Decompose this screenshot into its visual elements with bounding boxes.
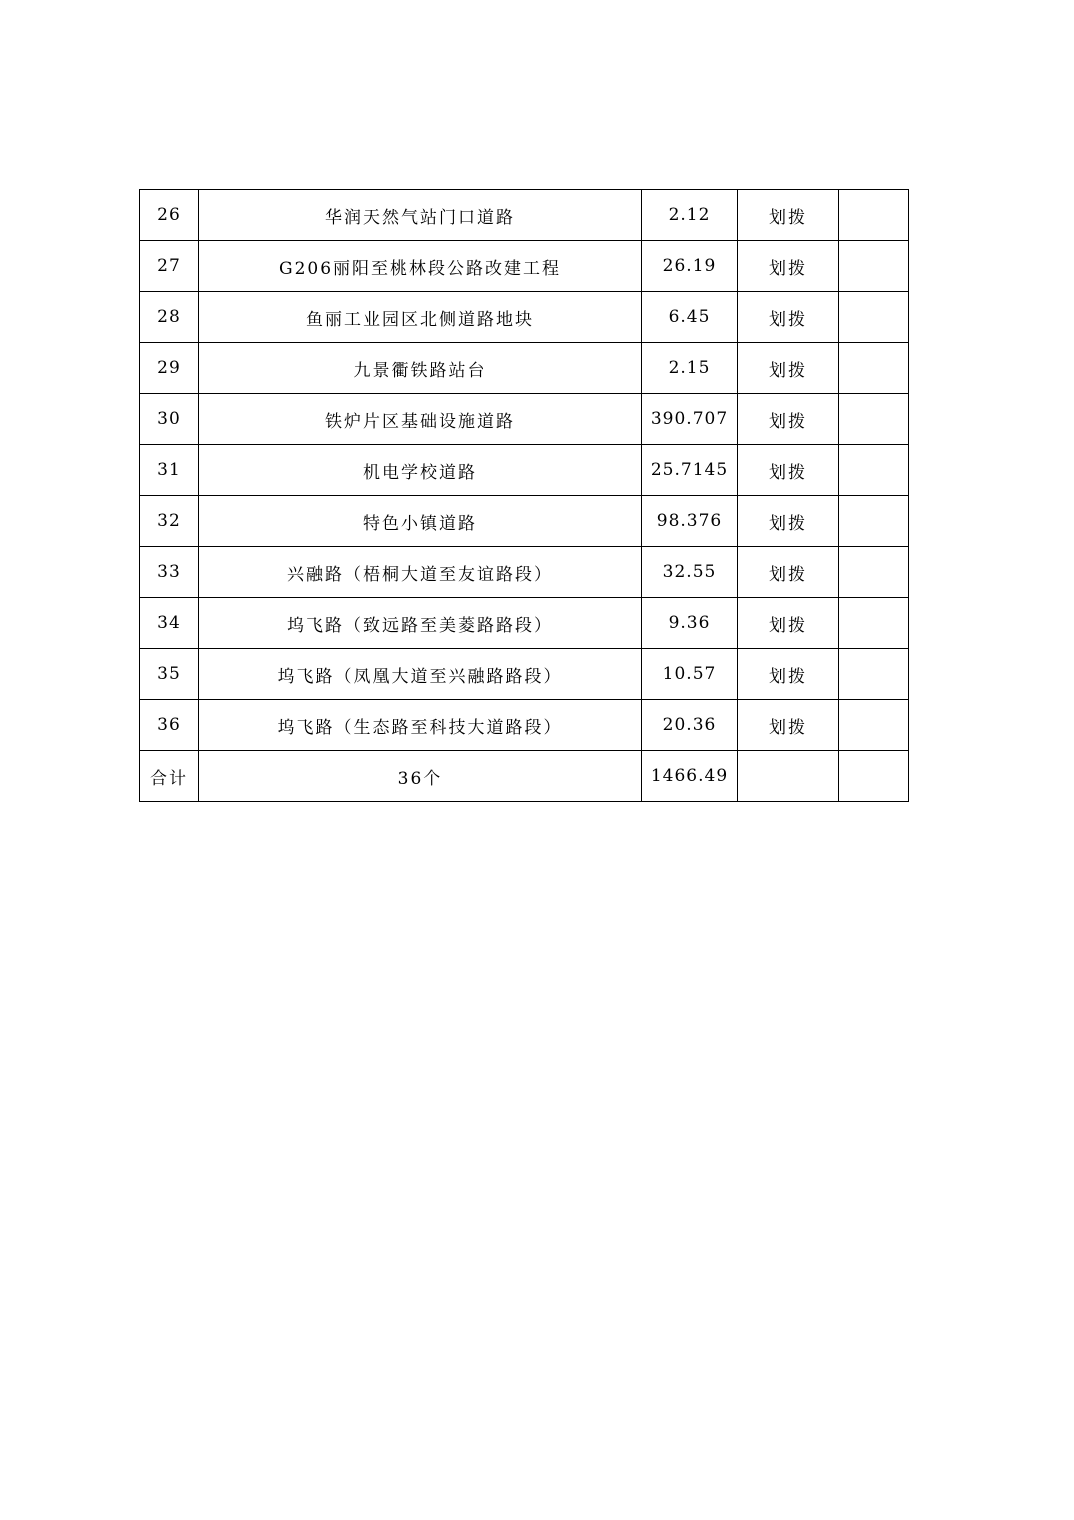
area-value: 2.15: [642, 343, 738, 394]
supply-method: 划拨: [738, 598, 839, 649]
table-row: [140, 394, 909, 445]
supply-method: 划拨: [738, 547, 839, 598]
table-row: [140, 445, 909, 496]
area-value: 25.7145: [642, 445, 738, 496]
total-count: 36个: [199, 751, 642, 802]
row-number: 36: [140, 700, 199, 751]
table-row: [140, 598, 909, 649]
remark-cell: [839, 343, 909, 394]
area-value: 20.36: [642, 700, 738, 751]
remark-cell: [839, 598, 909, 649]
total-label: 合计: [140, 751, 199, 802]
row-number: 26: [140, 190, 199, 241]
project-name: 鱼丽工业园区北侧道路地块: [199, 292, 642, 343]
supply-method: 划拨: [738, 700, 839, 751]
project-name: 坞飞路（致远路至美菱路路段）: [199, 598, 642, 649]
row-number: 28: [140, 292, 199, 343]
table-row: [140, 547, 909, 598]
remark-cell: [839, 547, 909, 598]
supply-method: 划拨: [738, 496, 839, 547]
supply-method: 划拨: [738, 190, 839, 241]
table-row: [140, 292, 909, 343]
project-name: 铁炉片区基础设施道路: [199, 394, 642, 445]
project-name: 机电学校道路: [199, 445, 642, 496]
table-row: [140, 343, 909, 394]
land-use-table: [139, 189, 909, 802]
row-number: 34: [140, 598, 199, 649]
project-name: 特色小镇道路: [199, 496, 642, 547]
remark-cell: [839, 649, 909, 700]
area-value: 10.57: [642, 649, 738, 700]
supply-method: 划拨: [738, 649, 839, 700]
remark-cell: [839, 190, 909, 241]
row-number: 32: [140, 496, 199, 547]
row-number: 31: [140, 445, 199, 496]
project-name: G206丽阳至桃林段公路改建工程: [199, 241, 642, 292]
remark-cell: [839, 292, 909, 343]
project-name: 华润天然气站门口道路: [199, 190, 642, 241]
supply-method: 划拨: [738, 292, 839, 343]
supply-method: 划拨: [738, 445, 839, 496]
total-method: [738, 751, 839, 802]
area-value: 390.707: [642, 394, 738, 445]
area-value: 98.376: [642, 496, 738, 547]
remark-cell: [839, 496, 909, 547]
remark-cell: [839, 700, 909, 751]
table-row: [140, 241, 909, 292]
remark-cell: [839, 241, 909, 292]
row-number: 29: [140, 343, 199, 394]
total-row: [140, 751, 909, 802]
supply-method: 划拨: [738, 241, 839, 292]
row-number: 35: [140, 649, 199, 700]
area-value: 32.55: [642, 547, 738, 598]
table-row: [140, 190, 909, 241]
table-row: [140, 700, 909, 751]
area-value: 26.19: [642, 241, 738, 292]
row-number: 27: [140, 241, 199, 292]
remark-cell: [839, 394, 909, 445]
project-name: 坞飞路（生态路至科技大道路段）: [199, 700, 642, 751]
table-row: [140, 649, 909, 700]
row-number: 33: [140, 547, 199, 598]
project-name: 坞飞路（凤凰大道至兴融路路段）: [199, 649, 642, 700]
table-row: [140, 496, 909, 547]
supply-method: 划拨: [738, 394, 839, 445]
project-name: 九景衢铁路站台: [199, 343, 642, 394]
project-name: 兴融路（梧桐大道至友谊路段）: [199, 547, 642, 598]
area-value: 6.45: [642, 292, 738, 343]
total-remark: [839, 751, 909, 802]
supply-method: 划拨: [738, 343, 839, 394]
area-value: 2.12: [642, 190, 738, 241]
area-value: 9.36: [642, 598, 738, 649]
total-area: 1466.49: [642, 751, 738, 802]
row-number: 30: [140, 394, 199, 445]
remark-cell: [839, 445, 909, 496]
